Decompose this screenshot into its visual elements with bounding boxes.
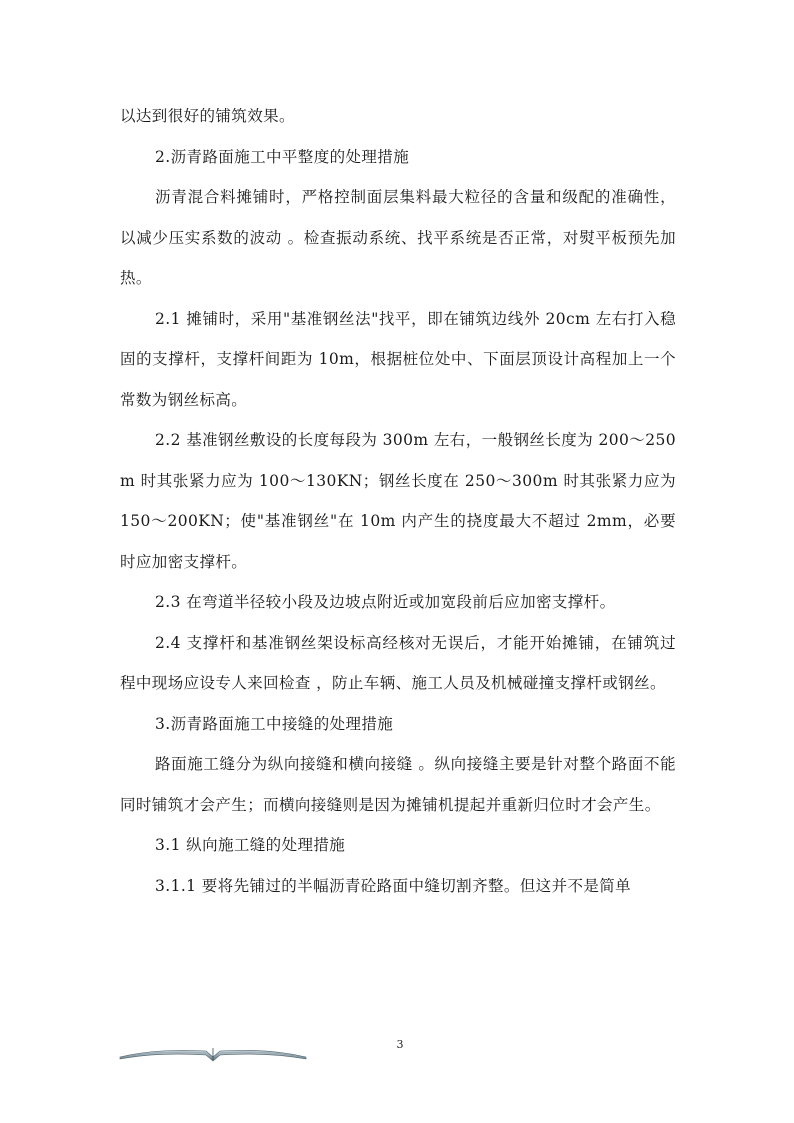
open-book-icon xyxy=(118,1042,308,1062)
document-body xyxy=(120,96,676,906)
subsection-heading-3-1: 3.1 纵向施工缝的处理措施 xyxy=(155,836,346,854)
paragraph-2-3: 2.3 在弯道半径较小段及边坡点附近或加宽段前后应加密支撑杆。 xyxy=(155,593,616,611)
section-heading-joints: 3.沥青路面施工中接缝的处理措施 xyxy=(155,714,394,733)
paragraph-3-1-1: 3.1.1 要将先铺过的半幅沥青砼路面中缝切割齐整。但这并不是简单 xyxy=(155,876,632,895)
section-heading-flatness: 2.沥青路面施工中平整度的处理措施 xyxy=(155,147,410,166)
paragraph-mix-paving: 沥青混合料摊铺时，严格控制面层集料最大粒径的含量和级配的准确性，以减少压实系数的波动 。检查振动系统、找平系统是否正常，对熨平板预先加热。 xyxy=(120,188,676,287)
paragraph-2-1: 2.1 摊铺时，采用"基准钢丝法"找平，即在铺筑边线外 20cm 左右打入稳固的支撑杆，支撑杆间距为 10m，根据桩位处中、下面层顶设计高程加上一个常数为钢丝标高。 xyxy=(120,309,676,409)
paragraph-joint-types: 路面施工缝分为纵向接缝和横向接缝 。纵向接缝主要是针对整个路面不能同时铺筑才会产生；而横向接缝则是因为摊铺机提起并重新归位时才会产生。 xyxy=(120,755,676,814)
paragraph-continuation: 以达到很好的铺筑效果。 xyxy=(120,107,295,125)
page-number: 3 xyxy=(396,1038,404,1051)
paragraph-2-4: 2.4 支撑杆和基准钢丝架设标高经核对无误后，才能开始摊铺，在铺筑过程中现场应设专人来回检查 ，防止车辆、施工人员及机械碰撞支撑杆或钢丝。 xyxy=(120,633,676,692)
paragraph-2-2: 2.2 基准钢丝敷设的长度每段为 300m 左右，一般钢丝长度为 200～250m 时其张紧力应为 100～130KN；钢丝长度在 250～300m 时其张紧力应为 150～200KN；使"基准钢丝"在 10m 内产生的挠度最大不超过 2mm，必要时应加密支撑杆。 xyxy=(120,431,676,571)
